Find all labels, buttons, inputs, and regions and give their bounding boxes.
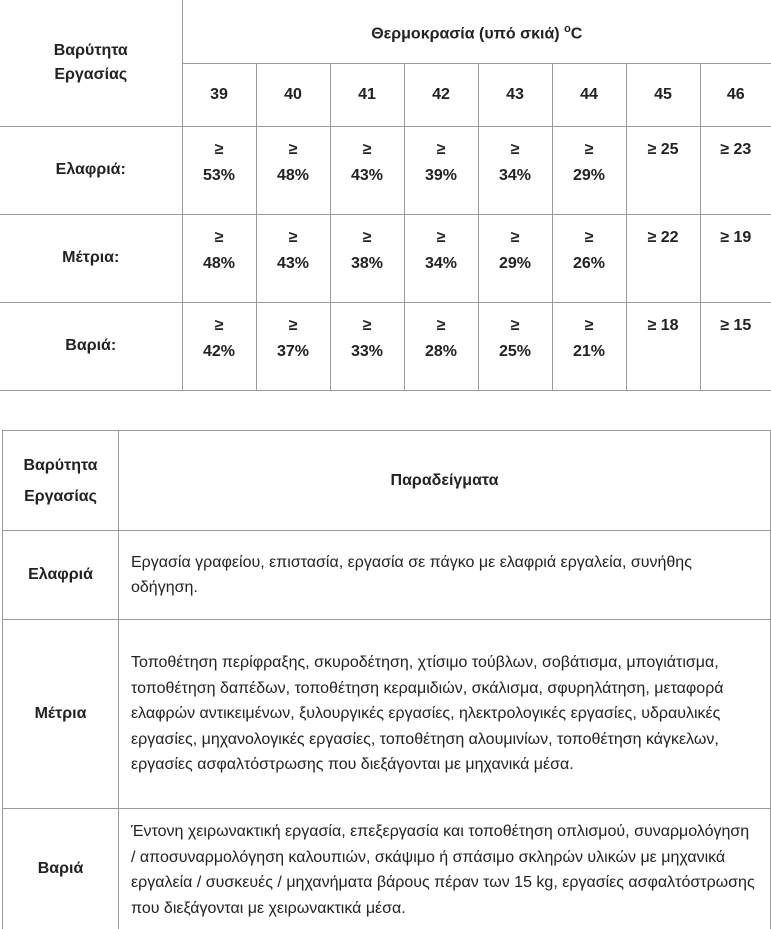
- temp-value: 46: [726, 85, 745, 103]
- table-row-heavy: [0, 302, 771, 390]
- temp-value: 40: [284, 85, 302, 103]
- temp-value: 43: [506, 85, 524, 103]
- temp-value: 39: [210, 85, 228, 103]
- row-label-text: Ελαφριά:: [55, 161, 126, 178]
- value-text: 29%: [572, 166, 606, 184]
- value-text: 53%: [202, 166, 236, 184]
- examples-text-cell: [119, 620, 771, 809]
- row-label: [3, 620, 119, 809]
- work-intensity-header-text: Βαρύτητα Εργασίας: [23, 456, 98, 505]
- value-cell: [256, 214, 330, 302]
- value-text: 42%: [202, 342, 236, 360]
- value-text: ≥ 19: [720, 228, 752, 246]
- gte-symbol: ≥: [436, 316, 446, 334]
- gte-symbol: ≥: [510, 140, 520, 158]
- gte-symbol: ≥: [584, 228, 594, 246]
- gte-symbol: ≥: [436, 228, 446, 246]
- gte-symbol: ≥: [214, 140, 224, 158]
- value-cell: [404, 126, 478, 214]
- examples-row-medium: [3, 620, 771, 809]
- value-cell: [626, 214, 700, 302]
- value-text: 25%: [498, 342, 532, 360]
- gte-symbol: ≥: [288, 228, 298, 246]
- value-text: 38%: [350, 254, 384, 272]
- temp-value: 42: [432, 85, 450, 103]
- row-label-text: Μέτρια:: [62, 249, 120, 266]
- row-label: [0, 126, 182, 214]
- value-text: ≥ 25: [647, 140, 679, 158]
- temperature-unit: C: [570, 24, 583, 42]
- examples-row-light: [3, 531, 771, 620]
- value-cell: [700, 126, 771, 214]
- value-cell: [552, 302, 626, 390]
- temp-value: 44: [580, 85, 598, 103]
- value-cell: [256, 126, 330, 214]
- value-cell: [330, 126, 404, 214]
- value-text: ≥ 22: [647, 228, 679, 246]
- value-text: 33%: [350, 342, 384, 360]
- temp-cell: [626, 63, 700, 126]
- value-cell: [626, 302, 700, 390]
- work-intensity-header: [3, 431, 119, 531]
- temp-cell: [256, 63, 330, 126]
- degree-sup: o: [564, 22, 571, 35]
- value-text: 43%: [350, 166, 384, 184]
- value-cell: [330, 302, 404, 390]
- value-text: 21%: [572, 342, 606, 360]
- temp-cell: [478, 63, 552, 126]
- value-text: 37%: [276, 342, 310, 360]
- temp-cell: [182, 63, 256, 126]
- value-text: 28%: [424, 342, 458, 360]
- gte-symbol: ≥: [510, 228, 520, 246]
- value-cell: [404, 214, 478, 302]
- gte-symbol: ≥: [288, 140, 298, 158]
- temp-cell: [552, 63, 626, 126]
- work-examples-table: [2, 430, 771, 929]
- examples-text-cell: [119, 809, 771, 929]
- row-label-text: Μέτρια: [34, 705, 87, 722]
- value-text: 29%: [498, 254, 532, 272]
- temp-cell: [330, 63, 404, 126]
- row-label-text: Βαριά:: [65, 337, 117, 354]
- examples-row-heavy: [3, 809, 771, 929]
- gte-symbol: ≥: [214, 316, 224, 334]
- examples-text: Τοποθέτηση περίφραξης, σκυροδέτηση, χτίσιμο τούβλων, σοβάτισμα, μπογιάτισμα, τοποθέτηση δαπέδων, τοποθέτηση κεραμιδιών, σκάλισμα, σφυρηλάτηση, μεταφορά ελαφρών αντικειμένων, ξυλουργικές εργασίες, ηλεκτρολογικές εργασίες, υδραυλικές εργασίες, μηχανολογικές εργασίες, τοποθέτηση αλουμινίων, τοποθέτηση κάγκελων, εργασίες ασφαλτόστρωσης που διεξάγονται με μηχανικά μέσα.: [131, 654, 724, 774]
- row-label: [0, 214, 182, 302]
- temp-value: 45: [654, 85, 672, 103]
- value-text: ≥ 18: [647, 316, 679, 334]
- value-text: 26%: [572, 254, 606, 272]
- row-label: [3, 531, 119, 620]
- value-cell: [256, 302, 330, 390]
- work-intensity-header-text: Βαρύτητα Εργασίας: [53, 41, 128, 83]
- examples-text-cell: [119, 531, 771, 620]
- row-label: [3, 809, 119, 929]
- temp-cell: [404, 63, 478, 126]
- value-text: 39%: [424, 166, 458, 184]
- value-cell: [182, 214, 256, 302]
- value-cell: [700, 302, 771, 390]
- table-row-medium: [0, 214, 771, 302]
- table-row-light: [0, 126, 771, 214]
- value-cell: [478, 214, 552, 302]
- gte-symbol: ≥: [436, 140, 446, 158]
- value-cell: [478, 302, 552, 390]
- gte-symbol: ≥: [362, 140, 372, 158]
- value-text: 48%: [202, 254, 236, 272]
- value-text: 34%: [498, 166, 532, 184]
- temperature-header-text: Θερμοκρασία (υπό σκιά): [371, 24, 560, 42]
- examples-text: Εργασία γραφείου, επιστασία, εργασία σε πάγκο με ελαφριά εργαλεία, συνήθης οδήγηση.: [131, 553, 692, 596]
- value-cell: [552, 126, 626, 214]
- gte-symbol: ≥: [362, 316, 372, 334]
- temperature-header: [182, 0, 771, 63]
- examples-header: [119, 431, 771, 531]
- value-cell: [552, 214, 626, 302]
- value-cell: [626, 126, 700, 214]
- examples-text: Έντονη χειρωνακτική εργασία, επεξεργασία και τοποθέτηση οπλισμού, συναρμολόγηση / αποσυναρμολόγηση καλουπιών, σκάψιμο ή σπάσιμο σκληρών υλικών με μηχανικά εργαλεία / συσκευές / μηχανήματα βάρους πέραν των 15 kg, εργασίες ασφαλτόστρωσης που διεξάγονται με χειρωνακτικά μέσα.: [131, 823, 755, 917]
- gte-symbol: ≥: [362, 228, 372, 246]
- gte-symbol: ≥: [584, 316, 594, 334]
- value-cell: [478, 126, 552, 214]
- value-cell: [330, 214, 404, 302]
- temp-value: 41: [358, 85, 376, 103]
- row-label: [0, 302, 182, 390]
- temp-cell: [700, 63, 771, 126]
- gte-symbol: ≥: [584, 140, 594, 158]
- value-text: ≥ 15: [720, 316, 752, 334]
- value-text: 48%: [276, 166, 310, 184]
- value-text: 34%: [424, 254, 458, 272]
- value-cell: [700, 214, 771, 302]
- row-label-text: Βαριά: [37, 859, 84, 877]
- examples-header-text: Παραδείγματα: [390, 471, 499, 489]
- value-cell: [404, 302, 478, 390]
- value-cell: [182, 126, 256, 214]
- humidity-threshold-table: [0, 0, 771, 391]
- row-label-text: Ελαφριά: [28, 566, 93, 583]
- value-cell: [182, 302, 256, 390]
- examples-header-row: [3, 431, 771, 531]
- value-text: ≥ 23: [720, 140, 752, 158]
- gte-symbol: ≥: [214, 228, 224, 246]
- work-intensity-header: [0, 0, 182, 126]
- gte-symbol: ≥: [510, 316, 520, 334]
- value-text: 43%: [276, 254, 310, 272]
- table1-header-row: [0, 0, 771, 63]
- gte-symbol: ≥: [288, 316, 298, 334]
